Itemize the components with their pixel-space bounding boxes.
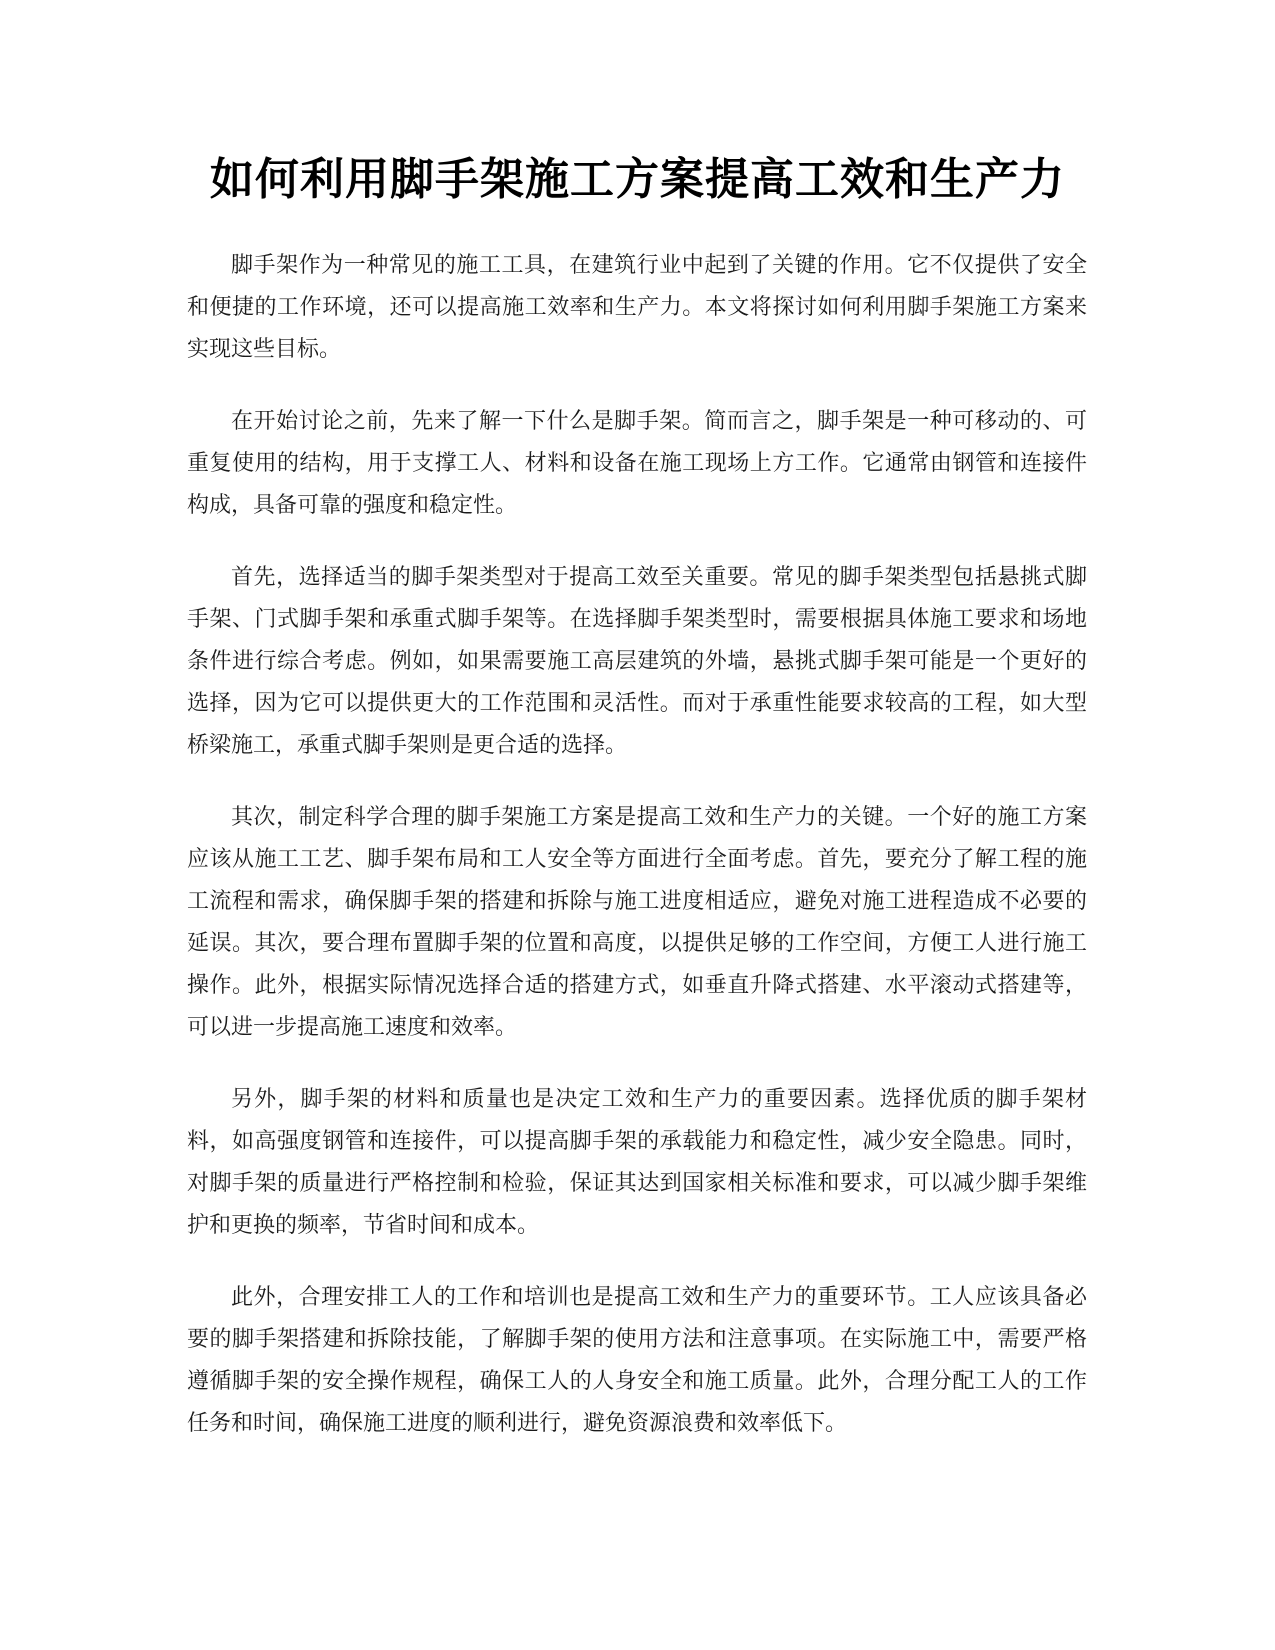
- paragraph-intro: 脚手架作为一种常见的施工工具，在建筑行业中起到了关键的作用。它不仅提供了安全和便捷的工作环境，还可以提高施工效率和生产力。本文将探讨如何利用脚手架施工方案来实现这些目标。: [187, 253, 1087, 362]
- paragraph-materials-quality: 另外，脚手架的材料和质量也是决定工效和生产力的重要因素。选择优质的脚手架材料，如高强度钢管和连接件，可以提高脚手架的承载能力和稳定性，减少安全隐患。同时，对脚手架的质量进行严格控制和检验，保证其达到国家相关标准和要求，可以减少脚手架维护和更换的频率，节省时间和成本。: [187, 1087, 1087, 1238]
- document-body: [187, 245, 1087, 1475]
- paragraph-definition: 在开始讨论之前，先来了解一下什么是脚手架。简而言之，脚手架是一种可移动的、可重复使用的结构，用于支撑工人、材料和设备在施工现场上方工作。它通常由钢管和连接件构成，具备可靠的强度和稳定性。: [187, 409, 1087, 518]
- paragraph-construction-plan: 其次，制定科学合理的脚手架施工方案是提高工效和生产力的关键。一个好的施工方案应该从施工工艺、脚手架布局和工人安全等方面进行全面考虑。首先，要充分了解工程的施工流程和需求，确保脚手架的搭建和拆除与施工进度相适应，避免对施工进程造成不必要的延误。其次，要合理布置脚手架的位置和高度，以提供足够的工作空间，方便工人进行施工操作。此外，根据实际情况选择合适的搭建方式，如垂直升降式搭建、水平滚动式搭建等，可以进一步提高施工速度和效率。: [187, 805, 1087, 1040]
- page-title: 如何利用脚手架施工方案提高工效和生产力: [210, 154, 1065, 205]
- paragraph-type-selection: 首先，选择适当的脚手架类型对于提高工效至关重要。常见的脚手架类型包括悬挑式脚手架、门式脚手架和承重式脚手架等。在选择脚手架类型时，需要根据具体施工要求和场地条件进行综合考虑。例如，如果需要施工高层建筑的外墙，悬挑式脚手架可能是一个更好的选择，因为它可以提供更大的工作范围和灵活性。而对于承重性能要求较高的工程，如大型桥梁施工，承重式脚手架则是更合适的选择。: [187, 565, 1087, 758]
- paragraph-worker-training: 此外，合理安排工人的工作和培训也是提高工效和生产力的重要环节。工人应该具备必要的脚手架搭建和拆除技能，了解脚手架的使用方法和注意事项。在实际施工中，需要严格遵循脚手架的安全操作规程，确保工人的人身安全和施工质量。此外，合理分配工人的工作任务和时间，确保施工进度的顺利进行，避免资源浪费和效率低下。: [187, 1285, 1087, 1436]
